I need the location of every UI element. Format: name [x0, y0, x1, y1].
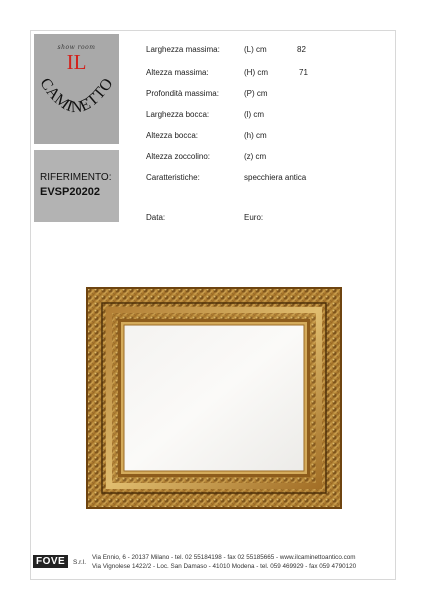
- spec-label: Caratteristiche:: [146, 173, 200, 182]
- spec-unit: (H) cm: [244, 68, 268, 77]
- footer-brand-logo: FOVE: [33, 555, 68, 568]
- spec-unit: (l) cm: [244, 110, 264, 119]
- spec-label: Altezza zoccolino:: [146, 152, 211, 161]
- footer-address-modena: Via Vignolese 1422/2 - Loc. San Damaso - 41010 Modena - tel. 059 469929 - fax 059 4790120: [92, 563, 357, 570]
- spec-label: Larghezza bocca:: [146, 110, 210, 119]
- svg-text:CAMINETTO: [36, 75, 116, 116]
- footer-address-milano: Via Ennio, 6 - 20137 Milano - tel. 02 55184198 - fax 02 55185665 - www.ilcaminettoantico.com: [92, 554, 356, 561]
- spec-unit: (z) cm: [244, 152, 267, 161]
- reference-box: [34, 150, 119, 222]
- logo-name: CAMINETTO: [36, 75, 117, 117]
- reference-label: RIFERIMENTO:: [40, 172, 112, 183]
- spec-value: 82: [297, 45, 306, 54]
- spec-value: specchiera antica: [244, 173, 307, 182]
- spec-unit: (L) cm: [244, 45, 267, 54]
- date-label: Data:: [146, 213, 166, 222]
- spec-value: 71: [299, 68, 308, 77]
- logo: [34, 34, 119, 144]
- footer-company-suffix: S.r.l.: [73, 559, 87, 566]
- euro-label: Euro:: [244, 213, 264, 222]
- spec-unit: (h) cm: [244, 131, 267, 140]
- logo-tagline: show room: [57, 44, 96, 51]
- spec-label: Larghezza massima:: [146, 45, 220, 54]
- spec-unit: (P) cm: [244, 89, 268, 98]
- spec-label: Profondità massima:: [146, 89, 219, 98]
- spec-label: Altezza massima:: [146, 68, 209, 77]
- logo-name-arc: [34, 64, 119, 144]
- reference-code: EVSP20202: [40, 186, 100, 198]
- spec-label: Altezza bocca:: [146, 131, 199, 140]
- mirror-image: [86, 287, 342, 509]
- logo-il: IL: [66, 50, 87, 74]
